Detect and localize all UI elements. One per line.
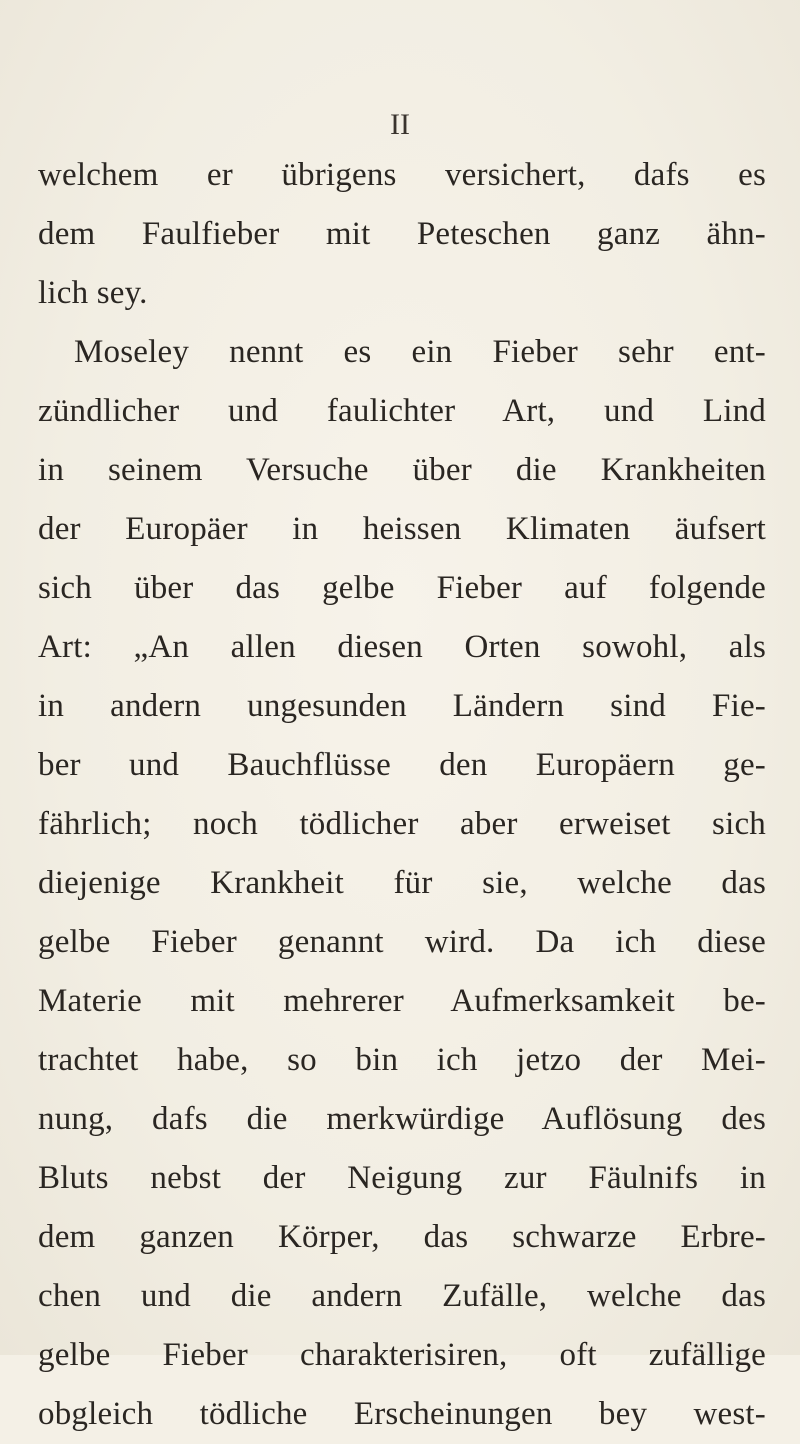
text-line: trachtet habe, so bin ich jetzo der Mei- (38, 1042, 766, 1078)
text-line: Moseley nennt es ein Fieber sehr ent- (74, 334, 766, 370)
text-line: nung, dafs die merkwürdige Auflösung des (38, 1101, 766, 1137)
text-line: chen und die andern Zufälle, welche das (38, 1278, 766, 1314)
body-text (38, 146, 766, 1444)
text-line: fährlich; noch tödlicher aber erweiset sich (38, 806, 766, 842)
text-line: lich sey. (38, 275, 148, 311)
text-line: dem ganzen Körper, das schwarze Erbre- (38, 1219, 766, 1255)
text-line: in andern ungesunden Ländern sind Fie- (38, 688, 766, 724)
page-number: II (390, 108, 410, 141)
text-line: Bluts nebst der Neigung zur Fäulnifs in (38, 1160, 766, 1196)
text-line: gelbe Fieber charakterisiren, oft zufällige (38, 1337, 766, 1373)
text-line: diejenige Krankheit für sie, welche das (38, 865, 766, 901)
text-line: Art: „An allen diesen Orten sowohl, als (38, 629, 766, 665)
text-line: Materie mit mehrerer Aufmerksamkeit be- (38, 983, 766, 1019)
text-line: in seinem Versuche über die Krankheiten (38, 452, 766, 488)
text-line: gelbe Fieber genannt wird. Da ich diese (38, 924, 766, 960)
text-line: obgleich tödliche Erscheinungen bey west- (38, 1396, 766, 1432)
text-line: welchem er übrigens versichert, dafs es (38, 157, 766, 193)
text-line: der Europäer in heissen Klimaten äufsert (38, 511, 766, 547)
text-line: sich über das gelbe Fieber auf folgende (38, 570, 766, 606)
text-line: ber und Bauchflüsse den Europäern ge- (38, 747, 766, 783)
text-line: dem Faulfieber mit Peteschen ganz ähn- (38, 216, 766, 252)
text-line: zündlicher und faulichter Art, und Lind (38, 393, 766, 429)
